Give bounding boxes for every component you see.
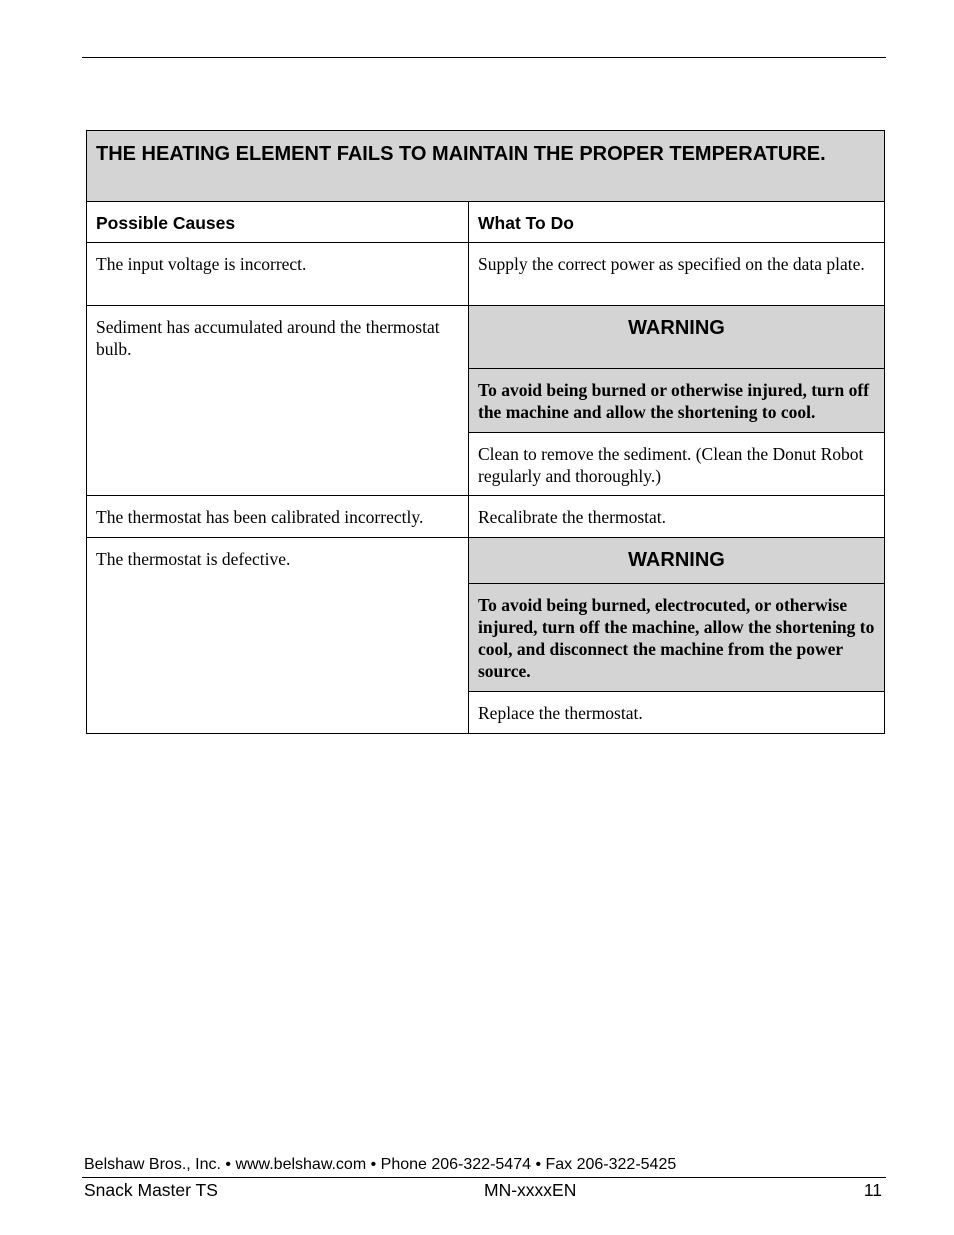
warning-title: WARNING	[469, 538, 885, 584]
table-title: THE HEATING ELEMENT FAILS TO MAINTAIN THE PROPER TEMPERATURE.	[87, 131, 885, 202]
action-cell: Clean to remove the sediment. (Clean the Donut Robot regularly and thoroughly.)	[469, 433, 885, 496]
cause-cell: Sediment has accumulated around the thermostat bulb.	[87, 306, 469, 496]
table-row	[87, 243, 885, 306]
footer-doc-number: MN-xxxxEN	[484, 1180, 577, 1200]
warning-title: WARNING	[469, 306, 885, 369]
table-row	[87, 306, 885, 369]
header-rule	[82, 57, 886, 58]
table-title-row	[87, 131, 885, 202]
footer-contact: Belshaw Bros., Inc. • www.belshaw.com • Phone 206-322-5474 • Fax 206-322-5425	[84, 1156, 677, 1173]
troubleshooting-table	[86, 130, 885, 734]
warning-text: To avoid being burned, electrocuted, or otherwise injured, turn off the machine, allow the shortening to cool, and disconnect the machine from the power source.	[469, 584, 885, 692]
cause-cell: The thermostat has been calibrated incorrectly.	[87, 496, 469, 538]
header-possible-causes: Possible Causes	[87, 202, 469, 243]
footer-page-number: 11	[863, 1180, 882, 1200]
table-header-row	[87, 202, 885, 243]
warning-text: To avoid being burned or otherwise injured, turn off the machine and allow the shortening to cool.	[469, 369, 885, 433]
action-cell: Recalibrate the thermostat.	[469, 496, 885, 538]
table-row	[87, 496, 885, 538]
header-what-to-do: What To Do	[469, 202, 885, 243]
cause-cell: The thermostat is defective.	[87, 538, 469, 734]
footer-product: Snack Master TS	[84, 1180, 218, 1200]
cause-cell: The input voltage is incorrect.	[87, 243, 469, 306]
footer-rule	[82, 1177, 886, 1178]
action-cell: Supply the correct power as specified on the data plate.	[469, 243, 885, 306]
table-row	[87, 538, 885, 584]
action-cell: Replace the thermostat.	[469, 692, 885, 734]
footer-bar	[84, 1179, 882, 1201]
